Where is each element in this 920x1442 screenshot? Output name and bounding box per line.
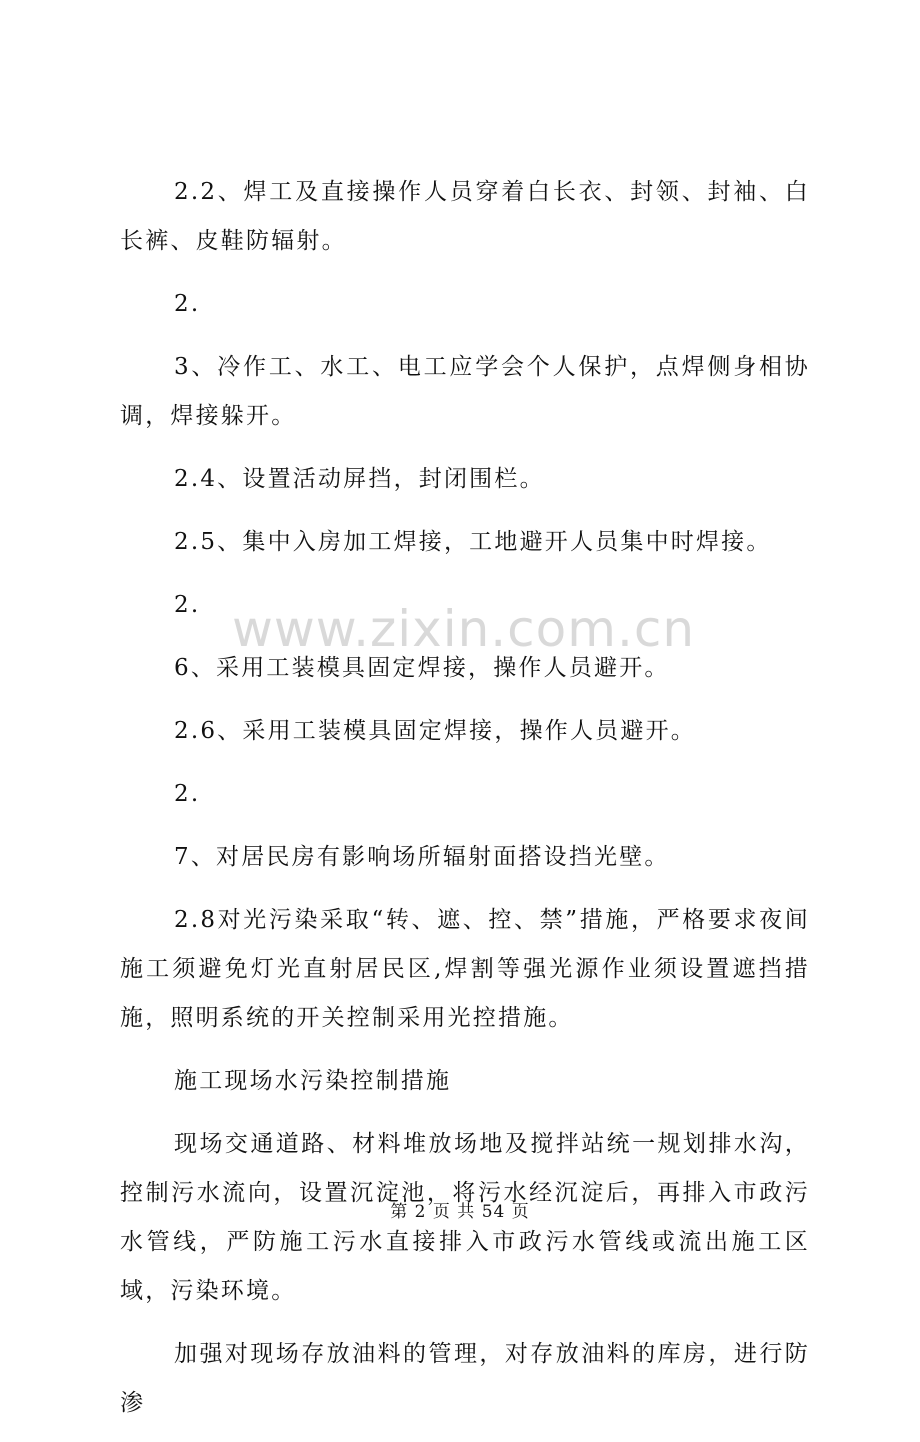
document-body <box>120 168 810 1442</box>
paragraph: 7、对居民房有影响场所辐射面搭设挡光壁。 <box>174 844 670 870</box>
paragraph: 3、冷作工、水工、电工应学会个人保护，点焊侧身相协调，焊接躲开。 <box>120 354 810 429</box>
paragraph: 加强对现场存放油料的管理，对存放油料的库房，进行防渗 <box>120 1341 810 1416</box>
paragraph: 2.8对光污染采取“转、遮、控、禁”措施，严格要求夜间施工须避免灯光直射居民区,焊割等强光源作业须设置遮挡措施，照明系统的开关控制采用光控措施。 <box>120 907 810 1031</box>
paragraph: 2.6、采用工装模具固定焊接，操作人员避开。 <box>174 718 696 744</box>
section-heading: 施工现场水污染控制措施 <box>174 1068 452 1094</box>
paragraph: 2. <box>174 291 201 317</box>
paragraph: 现场交通道路、材料堆放场地及搅拌站统一规划排水沟，控制污水流向，设置沉淀池，将污水经沉淀后，再排入市政污水管线，严防施工污水直接排入市政污水管线或流出施工区域，污染环境。 <box>120 1131 810 1304</box>
paragraph: 6、采用工装模具固定焊接，操作人员避开。 <box>174 655 670 681</box>
paragraph: 2.5、集中入房加工焊接，工地避开人员集中时焊接。 <box>174 529 772 555</box>
paragraph: 2. <box>174 781 201 807</box>
paragraph: 2.4、设置活动屏挡，封闭围栏。 <box>174 466 545 492</box>
paragraph: 2.2、焊工及直接操作人员穿着白长衣、封领、封袖、白长裤、皮鞋防辐射。 <box>120 179 810 254</box>
watermark: www.zixin.com.cn <box>232 600 696 658</box>
paragraph: 2. <box>174 592 201 618</box>
page-footer: 第 2 页 共 54 页 <box>390 1202 530 1222</box>
